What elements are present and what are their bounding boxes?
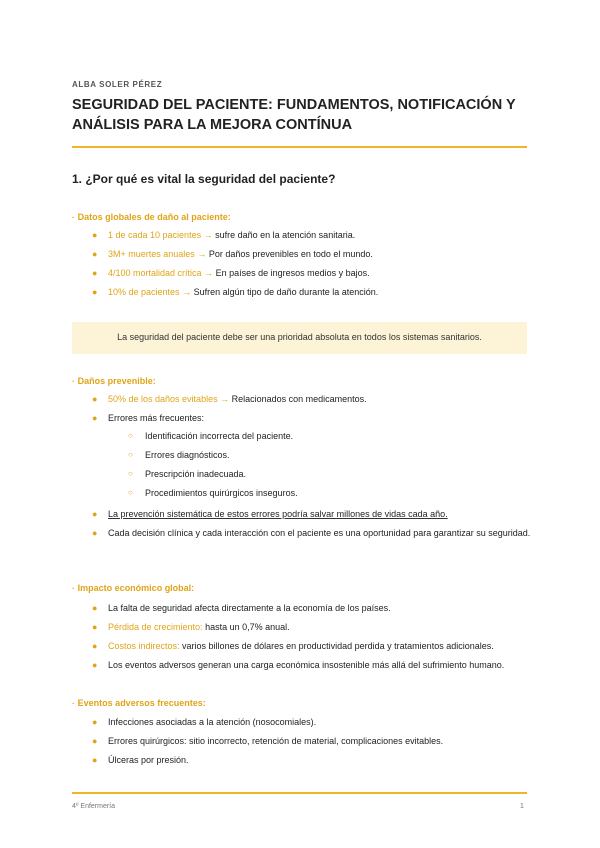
bullet-icon: ● xyxy=(92,641,98,651)
list-item: ● Úlceras por presión. xyxy=(92,753,532,768)
bullet-icon: ● xyxy=(92,268,98,278)
list-item: ● Cada decisión clínica y cada interacción con el paciente es una oportunidad para garantizar su seguridad. xyxy=(92,526,532,541)
list-item: ● La prevención sistemática de estos errores podría salvar millones de vidas cada año. xyxy=(92,507,532,522)
bullet-icon: ● xyxy=(92,287,98,297)
section-dot-icon: · xyxy=(72,213,75,222)
list-item: ● 10% de pacientes → Sufren algún tipo de daño durante la atención. xyxy=(92,285,532,300)
list-item: ● Errores más frecuentes: xyxy=(92,411,532,426)
bullet-icon: ● xyxy=(92,717,98,727)
arrow-icon: → xyxy=(197,249,207,259)
sub-list-item: ○ Identificación incorrecta del paciente. xyxy=(128,431,294,441)
section-heading: 1. ¿Por qué es vital la seguridad del paciente? xyxy=(72,172,336,186)
document-title: SEGURIDAD DEL PACIENTE: FUNDAMENTOS, NOTIFICACIÓN Y ANÁLISIS PARA LA MEJORA CONTÍNUA xyxy=(72,97,516,133)
circle-bullet-icon: ○ xyxy=(128,469,133,478)
list-item: ● Errores quirúrgicos: sitio incorrecto, retención de material, complicaciones evitables. xyxy=(92,734,532,749)
footer-course: 4º Enfermería xyxy=(72,803,116,810)
danos-title: · Daños prevenible: xyxy=(72,376,156,386)
sub-list-item: ○ Errores diagnósticos. xyxy=(128,450,230,460)
bullet-icon: ● xyxy=(92,230,98,240)
footer-divider xyxy=(72,792,527,794)
datos-title: · Datos globales de daño al paciente: xyxy=(72,212,231,222)
section-dot-icon: · xyxy=(72,584,75,593)
list-item: ● 4/100 mortalidad crítica → En países de ingresos medios y bajos. xyxy=(92,266,532,281)
circle-bullet-icon: ○ xyxy=(128,431,133,440)
circle-bullet-icon: ○ xyxy=(128,450,133,459)
eventos-title: · Eventos adversos frecuentes: xyxy=(72,698,206,708)
arrow-icon: → xyxy=(220,394,230,404)
callout-box xyxy=(72,322,527,354)
bullet-icon: ● xyxy=(92,622,98,632)
bullet-icon: ● xyxy=(92,509,98,519)
bullet-icon: ● xyxy=(92,528,98,538)
arrow-icon: → xyxy=(204,268,214,278)
sub-list-item: ○ Prescripción inadecuada. xyxy=(128,469,247,479)
header-divider xyxy=(72,146,527,148)
sub-list-item: ○ Procedimientos quirúrgicos inseguros. xyxy=(128,488,298,498)
impacto-title: · Impacto económico global: xyxy=(72,583,195,593)
list-item: ● 50% de los daños evitables → Relacionados con medicamentos. xyxy=(92,392,532,407)
bullet-icon: ● xyxy=(92,413,98,423)
bullet-icon: ● xyxy=(92,249,98,259)
list-item: ● Costos indirectos: varios billones de dólares en productividad perdida y tratamientos adicionales. xyxy=(92,639,532,654)
circle-bullet-icon: ○ xyxy=(128,488,133,497)
bullet-icon: ● xyxy=(92,755,98,765)
list-item: ● Pérdida de crecimiento: hasta un 0,7% anual. xyxy=(92,620,532,635)
list-item: ● 3M+ muertes anuales → Por daños prevenibles en todo el mundo. xyxy=(92,247,532,262)
page-number: 1 xyxy=(520,803,524,810)
list-item: ● Infecciones asociadas a la atención (nosocomiales). xyxy=(92,715,532,730)
arrow-icon: → xyxy=(182,287,192,297)
list-item: ● La falta de seguridad afecta directamente a la economía de los países. xyxy=(92,601,532,616)
bullet-icon: ● xyxy=(92,603,98,613)
section-dot-icon: · xyxy=(72,377,75,386)
arrow-icon: → xyxy=(203,230,213,240)
author-name: ALBA SOLER PÉREZ xyxy=(72,80,163,89)
callout-text: La seguridad del paciente debe ser una prioridad absoluta en todos los sistemas sanitarios. xyxy=(117,332,482,342)
bullet-icon: ● xyxy=(92,736,98,746)
list-item: ● 1 de cada 10 pacientes → sufre daño en la atención sanitaria. xyxy=(92,228,532,243)
section-dot-icon: · xyxy=(72,699,75,708)
bullet-icon: ● xyxy=(92,394,98,404)
bullet-icon: ● xyxy=(92,660,98,670)
list-item: ● Los eventos adversos generan una carga económica insostenible más allá del sufrimiento humano. xyxy=(92,658,532,673)
